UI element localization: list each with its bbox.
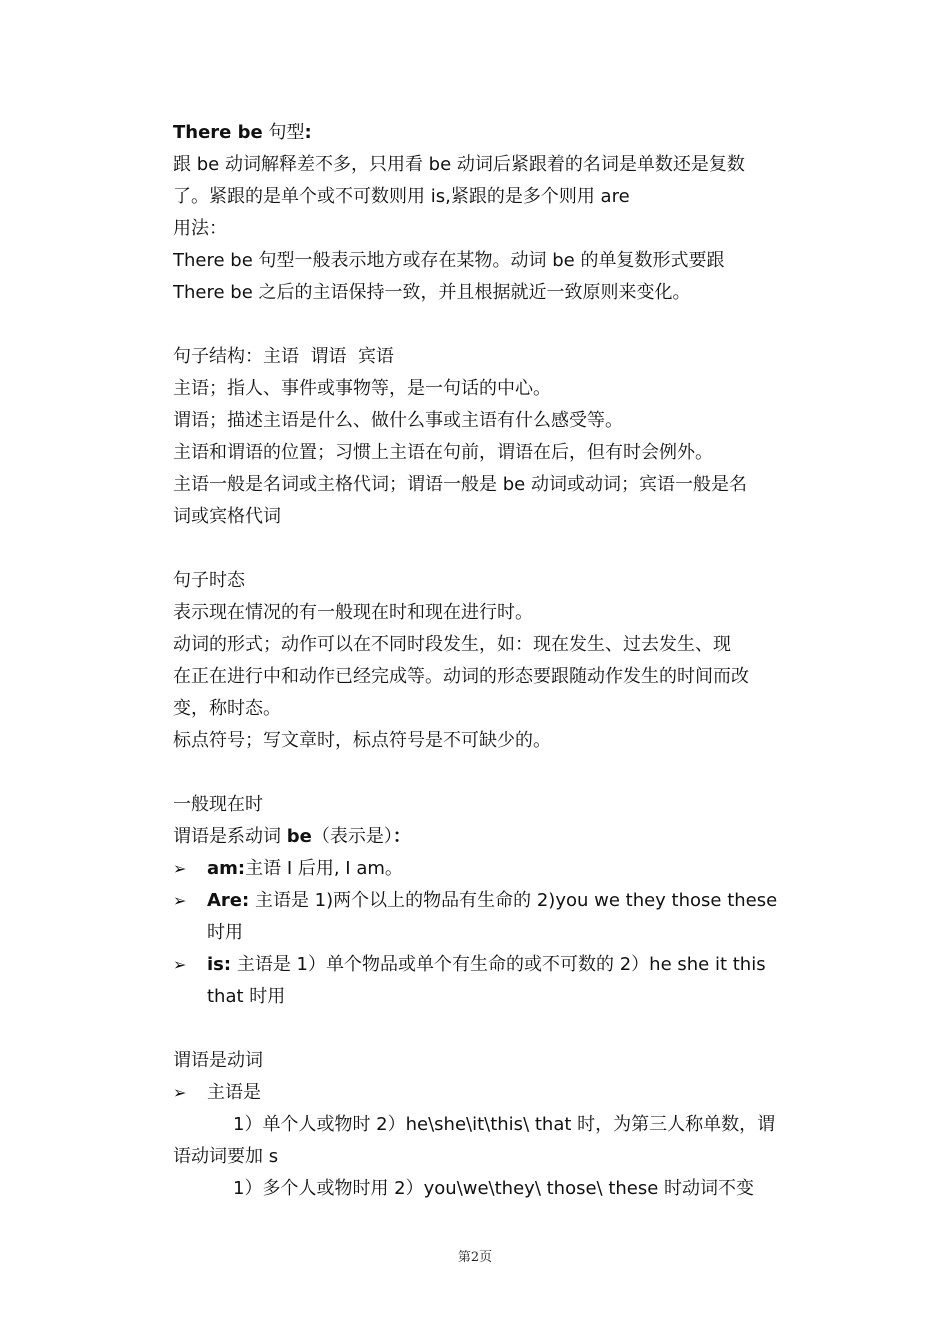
position-definition: 主语和谓语的位置；习惯上主语在句前，谓语在后，但有时会例外。 — [173, 442, 713, 463]
verb-rule-2: 1）多个人或物时用 2）you\we\they\ those\ these 时动词不变 — [233, 1178, 755, 1199]
subject-definition: 主语；指人、事件或事物等，是一句话的中心。 — [173, 378, 551, 399]
bullet-are-label: Are: — [207, 890, 250, 911]
verb-bullet — [173, 1077, 783, 1109]
general-line-2: 词或宾格代词 — [173, 506, 281, 527]
verb-rule-1-line-1: 1）单个人或物时 2）he\she\it\this\ that 时，为第三人称单数，谓 — [233, 1114, 776, 1135]
structure-heading: 句子结构：主语 谓语 宾语 — [173, 346, 394, 367]
tense-line-3: 在正在进行中和动作已经完成等。动词的形态要跟随动作发生的时间而改 — [173, 666, 749, 687]
tense-line-4: 变，称时态。 — [173, 698, 281, 719]
verb-heading: 谓语是动词 — [173, 1050, 263, 1071]
be-intro-pre: 谓语是系动词 — [173, 826, 287, 847]
bullet-is — [173, 949, 783, 981]
there-be-title-bold: There be — [173, 122, 263, 143]
document-page — [173, 117, 783, 1205]
predicate-definition: 谓语；描述主语是什么、做什么事或主语有什么感受等。 — [173, 410, 623, 431]
page-number: 第2页 — [457, 1250, 493, 1265]
bullet-am-label: am: — [207, 858, 246, 879]
be-intro — [173, 821, 783, 853]
bullet-is-continuation: that 时用 — [207, 986, 286, 1007]
bullet-is-label: is: — [207, 954, 232, 975]
bullet-arrow-icon: ➢ — [173, 891, 187, 910]
there-be-title-rest: 句型 — [262, 122, 305, 143]
bullet-are-continuation: 时用 — [207, 922, 243, 943]
there-be-title — [173, 117, 783, 149]
spacer — [173, 533, 783, 565]
bullet-are — [173, 885, 783, 917]
spacer — [173, 757, 783, 789]
usage-label: 用法： — [173, 218, 227, 239]
bullet-arrow-icon: ➢ — [173, 955, 187, 974]
tense-line-2: 动词的形式；动作可以在不同时段发生，如：现在发生、过去发生、现 — [173, 634, 731, 655]
bullet-am-text: 主语 I 后用, I am。 — [245, 858, 403, 879]
tense-line-1: 表示现在情况的有一般现在时和现在进行时。 — [173, 602, 533, 623]
spacer — [173, 1013, 783, 1045]
general-line-1: 主语一般是名词或主格代词；谓语一般是 be 动词或动词；宾语一般是名 — [173, 474, 747, 495]
verb-bullet-label: 主语是 — [207, 1082, 261, 1103]
bullet-is-text: 主语是 1）单个物品或单个有生命的或不可数的 2）he she it this — [231, 954, 766, 975]
bullet-are-text: 主语是 1)两个以上的物品有生命的 2)you we they those these — [249, 890, 778, 911]
tense-heading: 句子时态 — [173, 570, 245, 591]
there-be-title-colon: : — [304, 122, 312, 143]
usage-line-2: There be 之后的主语保持一致，并且根据就近一致原则来变化。 — [173, 282, 691, 303]
simple-present-heading: 一般现在时 — [173, 794, 263, 815]
usage-line-1: There be 句型一般表示地方或存在某物。动词 be 的单复数形式要跟 — [173, 250, 725, 271]
bullet-arrow-icon: ➢ — [173, 1083, 187, 1102]
be-intro-colon: ： — [392, 826, 411, 847]
there-be-line-2: 了。紧跟的是单个或不可数则用 is,紧跟的是多个则用 are — [173, 186, 630, 207]
be-intro-post: （表示是） — [311, 826, 393, 847]
spacer — [173, 309, 783, 341]
bullet-am — [173, 853, 783, 885]
bullet-arrow-icon: ➢ — [173, 859, 187, 878]
there-be-line-1: 跟 be 动词解释差不多，只用看 be 动词后紧跟着的名词是单数还是复数 — [173, 154, 745, 175]
be-intro-bold: be — [286, 826, 312, 847]
verb-rule-1-line-2: 语动词要加 s — [173, 1146, 279, 1167]
tense-line-5: 标点符号；写文章时，标点符号是不可缺少的。 — [173, 730, 551, 751]
